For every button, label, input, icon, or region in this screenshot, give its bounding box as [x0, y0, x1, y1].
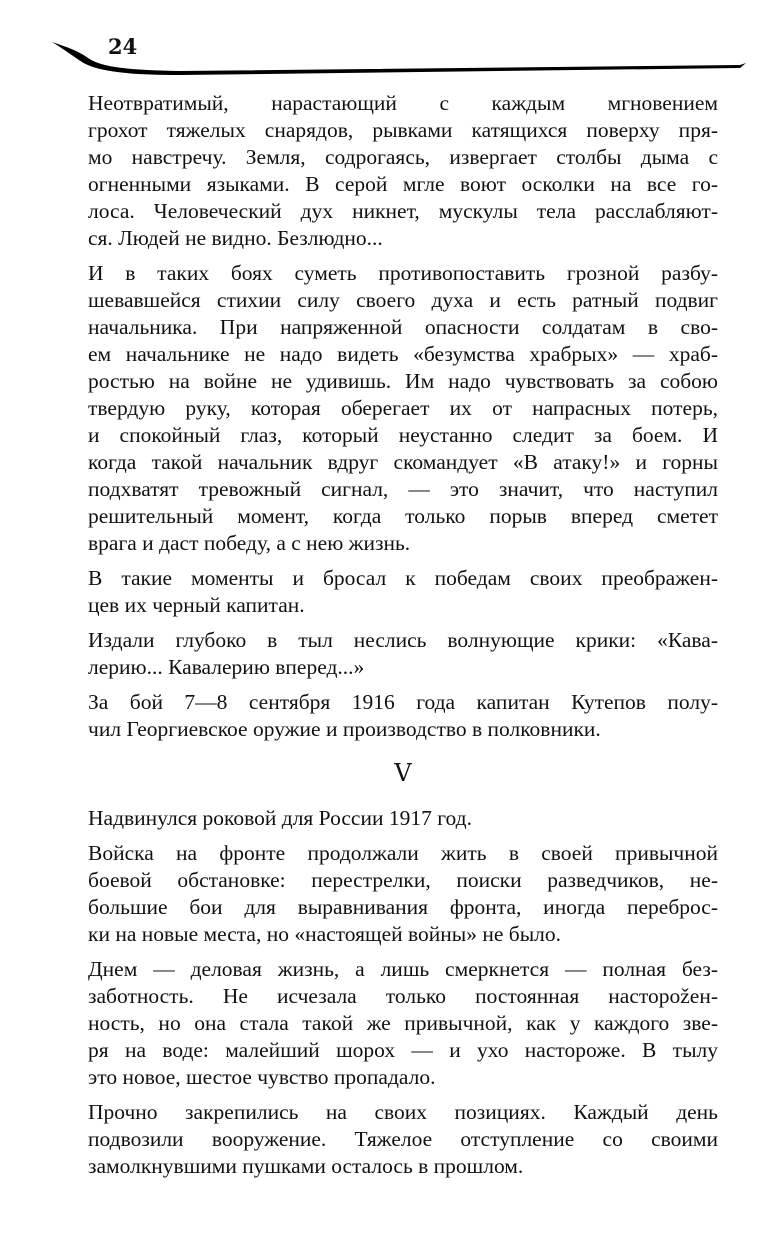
paragraph	[88, 90, 718, 252]
paragraph	[88, 565, 718, 619]
text-line: лоса. Человеческий дух никнет, мускулы тела расслабляют-	[88, 199, 718, 223]
paragraph	[88, 260, 718, 557]
text-line: боевой обстановке: перестрелки, поиски разведчиков, не-	[88, 868, 718, 892]
paragraph	[88, 805, 718, 832]
text-line: Войска на фронте продолжали жить в своей привычной	[88, 841, 718, 865]
text-line: когда такой начальник вдруг скомандует «В атаку!» и горны	[88, 450, 718, 474]
text-line: начальника. При напряженной опасности солдатам в сво-	[88, 315, 718, 339]
text-line: замолкнувшими пушками осталось в прошлом.	[88, 1154, 524, 1178]
text-line: это новое, шестое чувство пропадало.	[88, 1065, 436, 1089]
text-line: ность, но она стала такой же привычной, как у каждого зве-	[88, 1011, 718, 1035]
text-line: шевавшейся стихии силу своего духа и есть ратный подвиг	[88, 288, 718, 312]
text-line: Надвинулся роковой для России 1917 год.	[88, 806, 472, 830]
paragraph	[88, 1099, 718, 1180]
page-body	[88, 90, 718, 1188]
paragraph	[88, 840, 718, 948]
page-number: 24	[108, 34, 138, 59]
chapter-heading: V	[394, 759, 412, 787]
text-line: врага и даст победу, а с нею жизнь.	[88, 531, 411, 555]
section-2	[88, 805, 718, 1180]
text-line: ростью на войне не удивишь. Им надо чувствовать за собою	[88, 369, 718, 393]
header-rule-swash	[40, 30, 760, 90]
text-line: В такие моменты и бросал к победам своих преображен-	[88, 566, 718, 590]
text-line: ки на новые места, но «настоящей войны» не было.	[88, 922, 561, 946]
text-line: грохот тяжелых снарядов, рывками катящихся поверху пря-	[88, 118, 718, 142]
page-header-ornament	[40, 30, 760, 90]
text-line: И в таких боях суметь противопоставить грозной разбу-	[88, 261, 718, 285]
section-1	[88, 90, 718, 743]
text-line: лерию... Кавалерию вперед...»	[88, 655, 365, 679]
text-line: чил Георгиевское оружие и производство в полковники.	[88, 717, 601, 741]
text-line: За бой 7—8 сентября 1916 года капитан Кутепов полу-	[88, 690, 718, 714]
text-line: мо навстречу. Земля, содрогаясь, извергает столбы дыма с	[88, 145, 718, 169]
text-line: заботность. Не исчезала только постоянная настороžен-	[88, 984, 718, 1008]
text-line: решительный момент, когда только порыв вперед сметет	[88, 504, 718, 528]
text-line: твердую руку, которая оберегает их от напрасных потерь,	[88, 396, 718, 420]
paragraph	[88, 956, 718, 1091]
text-line: и спокойный глаз, который неустанно следит за боем. И	[88, 423, 718, 447]
paragraph	[88, 689, 718, 743]
text-line: цев их черный капитан.	[88, 593, 305, 617]
text-line: Издали глубоко в тыл неслись волнующие крики: «Кава-	[88, 628, 718, 652]
text-line: подвозили вооружение. Тяжелое отступление со своими	[88, 1127, 718, 1151]
text-line: Неотвратимый, нарастающий с каждым мгновением	[88, 91, 718, 115]
text-line: ся. Людей не видно. Безлюдно...	[88, 226, 383, 250]
text-line: Прочно закрепились на своих позициях. Каждый день	[88, 1100, 718, 1124]
text-line: подхватят тревожный сигнал, — это значит, что наступил	[88, 477, 718, 501]
text-line: большие бои для выравнивания фронта, иногда переброс-	[88, 895, 718, 919]
paragraph	[88, 627, 718, 681]
text-line: огненными языками. В серой мгле воют осколки на все го-	[88, 172, 718, 196]
text-line: ря на воде: малейший шорох — и ухо настороже. В тылу	[88, 1038, 718, 1062]
text-line: ем начальнике не надо видеть «безумства храбрых» — храб-	[88, 342, 718, 366]
text-line: Днем — деловая жизнь, а лишь смеркнется — полная без-	[88, 957, 718, 981]
